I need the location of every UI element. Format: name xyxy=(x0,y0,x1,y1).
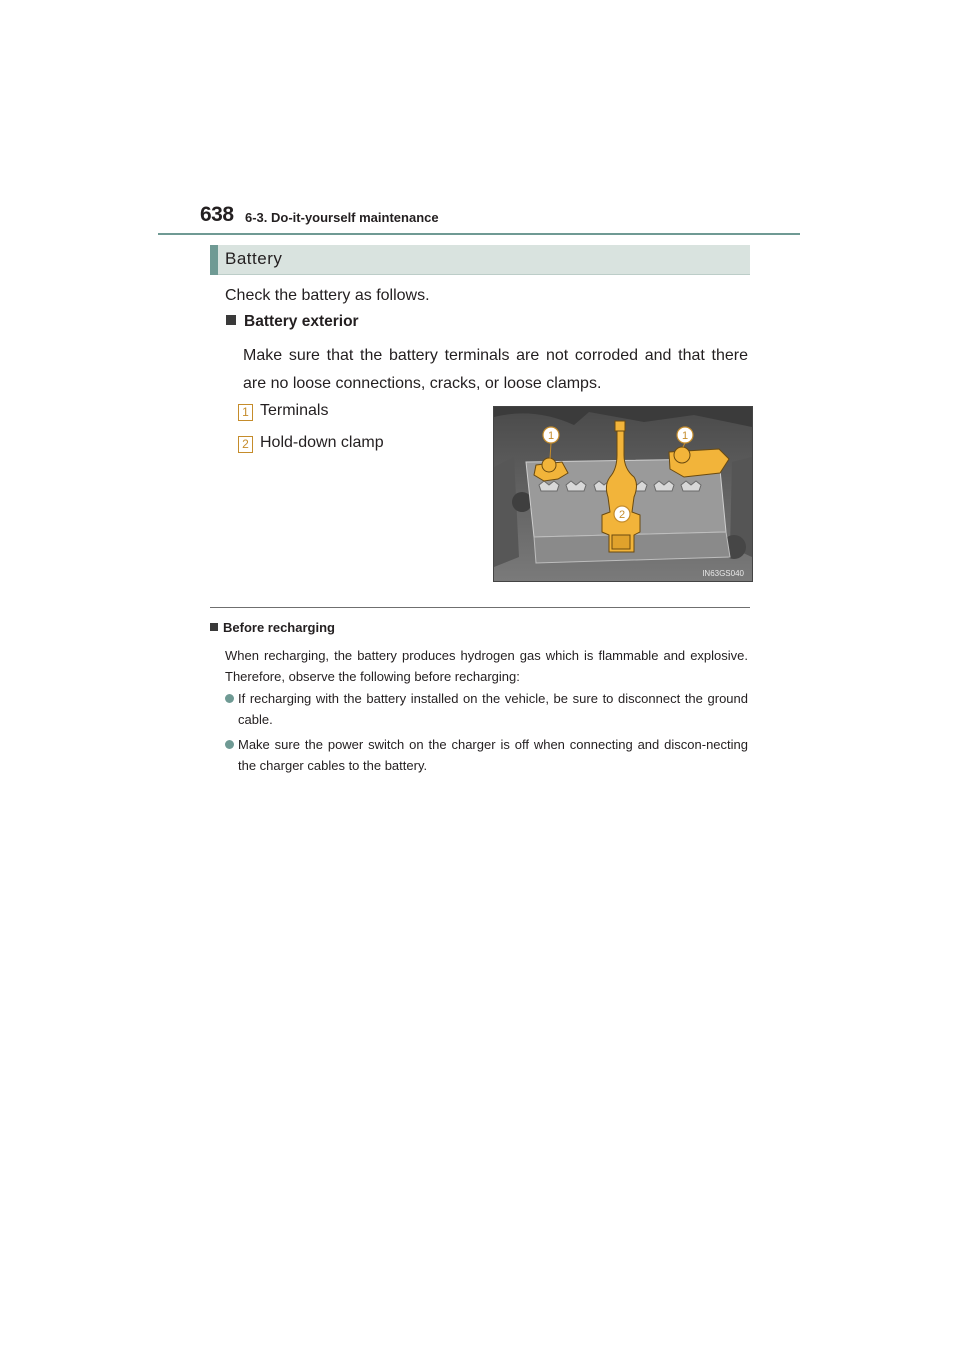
callout-label: 1 xyxy=(547,430,555,442)
notes-bullet-item xyxy=(225,734,748,776)
battery-illustration xyxy=(494,407,752,581)
section-reference: 6-3. Do-it-yourself maintenance xyxy=(245,210,439,225)
subsection-title xyxy=(226,313,359,331)
battery-photo xyxy=(493,406,753,582)
section-heading-bar xyxy=(210,245,750,275)
figure-code: IN63GS040 xyxy=(702,569,744,578)
notes-title xyxy=(210,620,335,635)
callout-number-badge: 2 xyxy=(238,436,253,453)
round-bullet-icon xyxy=(225,740,234,749)
legend-label: Hold-down clamp xyxy=(260,434,384,451)
round-bullet-icon xyxy=(225,694,234,703)
square-bullet-icon xyxy=(226,315,236,325)
intro-text: Check the battery as follows. xyxy=(225,287,430,304)
page-number: 638 xyxy=(200,203,234,226)
callout-number-badge: 1 xyxy=(238,404,253,421)
header-divider xyxy=(158,233,800,235)
callout-label: 1 xyxy=(681,430,689,442)
legend-label: Terminals xyxy=(260,402,329,419)
notes-paragraph: When recharging, the battery produces hydrogen gas which is flammable and explosive. Therefore, observe the following before recharging: xyxy=(225,648,748,684)
section-title: Battery xyxy=(225,249,283,268)
notes-title-text: Before recharging xyxy=(223,620,335,635)
square-bullet-icon xyxy=(210,623,218,631)
callout-label: 2 xyxy=(618,509,626,521)
notes-bullet-text: If recharging with the battery installed on the vehicle, be sure to disconnect the ground cable. xyxy=(238,691,748,727)
notes-divider xyxy=(210,607,750,608)
notes-bullet-item xyxy=(225,688,748,730)
body-paragraph: Make sure that the battery terminals are not corroded and that there are no loose connections, cracks, or loose clamps. xyxy=(243,347,748,392)
notes-bullet-text: Make sure the power switch on the charger is off when connecting and discon-necting the charger cables to the battery. xyxy=(238,737,748,773)
section-heading-accent xyxy=(210,245,218,275)
subsection-title-text: Battery exterior xyxy=(244,313,359,330)
